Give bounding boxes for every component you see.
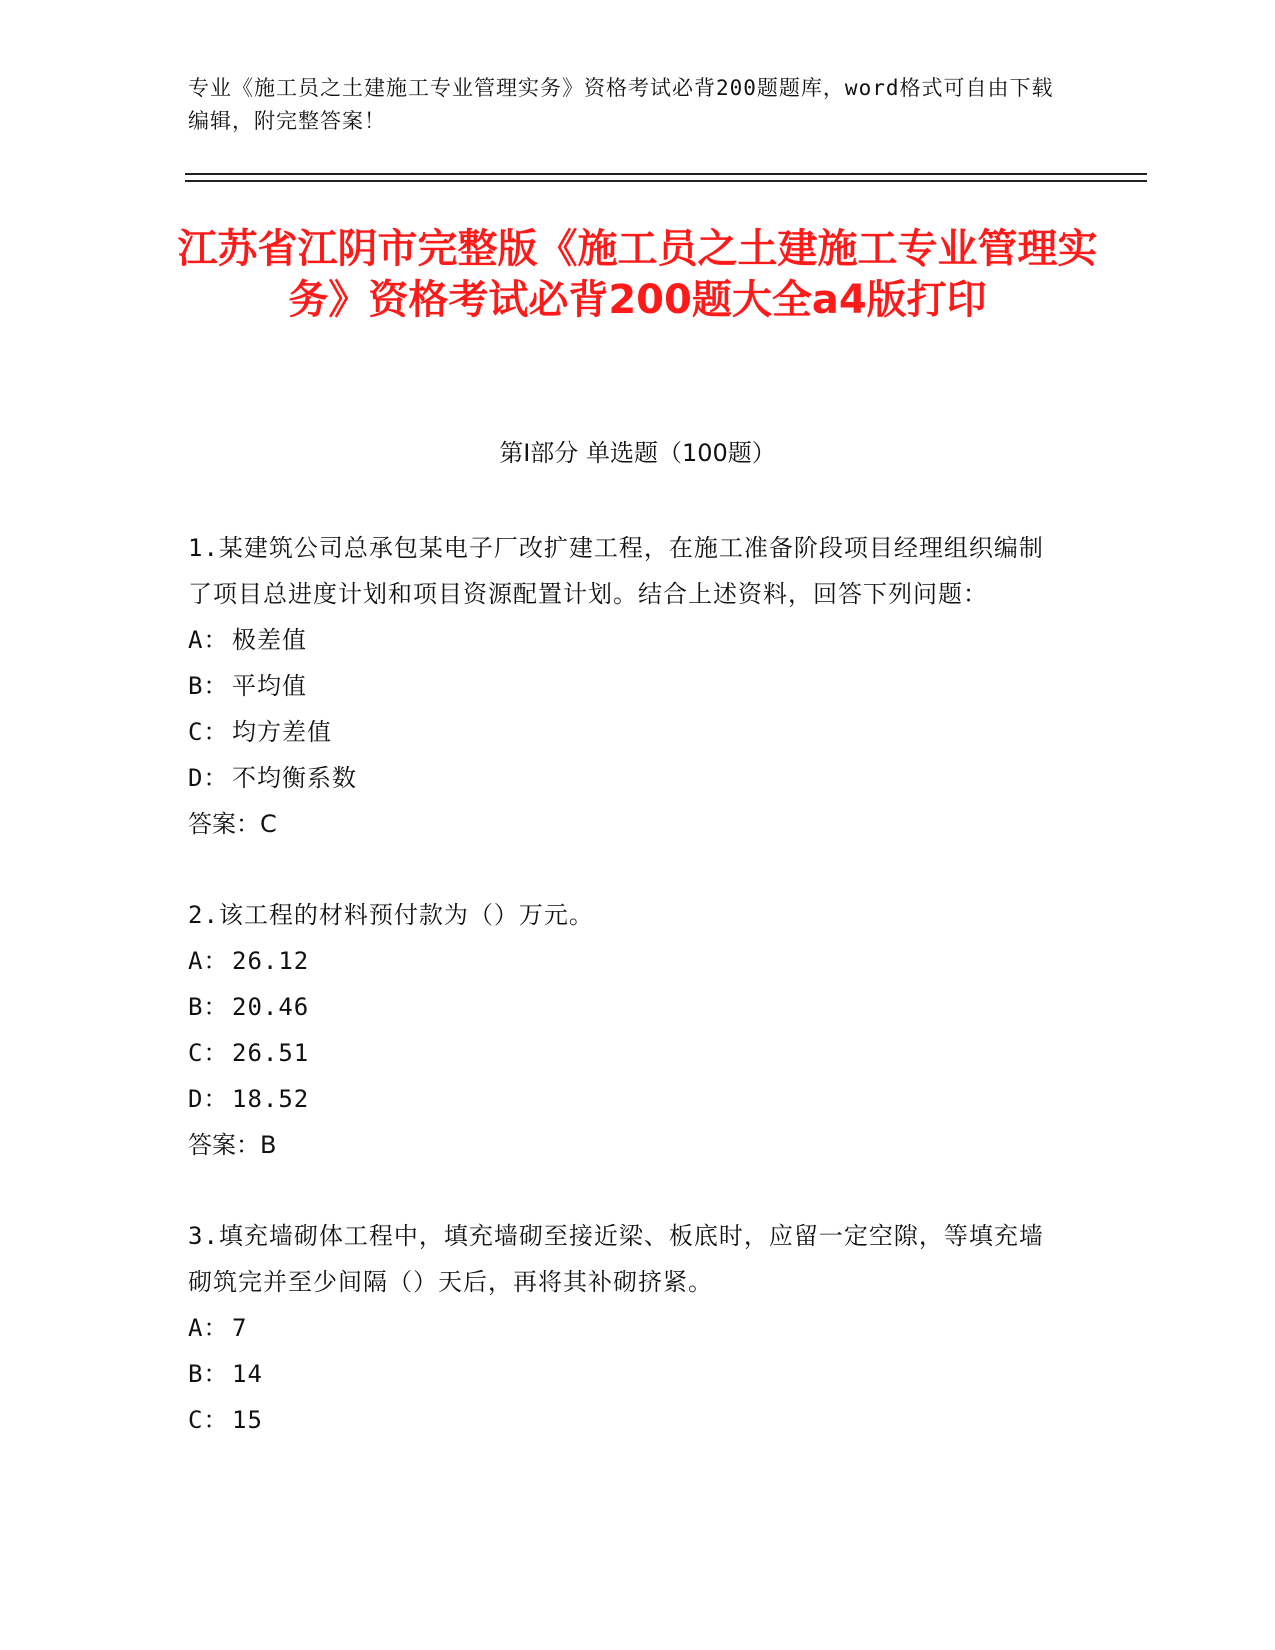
section-title: 第Ⅰ部分 单选题（100题） — [499, 439, 776, 467]
option-b — [188, 663, 1068, 709]
question-text: 1.某建筑公司总承包某电子厂改扩建工程，在施工准备阶段项目经理组织编制了项目总进度计划和项目资源配置计划。结合上述资料，回答下列问题： — [188, 534, 1044, 608]
option-c — [188, 1397, 1068, 1443]
header-divider-top — [185, 173, 1147, 175]
option-d — [188, 755, 1068, 801]
option-text: 平均值 — [232, 672, 307, 700]
header-note: 专业《施工员之土建施工专业管理实务》资格考试必背200题题库，word格式可自由下载编辑，附完整答案！ — [188, 76, 1054, 133]
option-key: B： — [188, 1360, 229, 1388]
question-list — [188, 525, 1068, 1488]
option-text: 26.51 — [232, 1039, 310, 1067]
option-c — [188, 709, 1068, 755]
answer-line — [188, 801, 1068, 847]
answer-value: C — [260, 810, 277, 838]
option-d — [188, 1076, 1068, 1122]
option-key: C： — [188, 1406, 229, 1434]
option-a — [188, 1305, 1068, 1351]
option-b — [188, 984, 1068, 1030]
option-text: 7 — [232, 1314, 248, 1342]
question-1 — [188, 525, 1068, 847]
option-key: B： — [188, 993, 229, 1021]
option-key: D： — [188, 1085, 229, 1113]
option-text: 不均衡系数 — [232, 764, 357, 792]
question-3 — [188, 1213, 1068, 1443]
option-key: B： — [188, 672, 229, 700]
answer-label: 答案： — [188, 810, 260, 838]
option-text: 20.46 — [232, 993, 310, 1021]
option-a — [188, 938, 1068, 984]
document-title: 江苏省江阴市完整版《施工员之土建施工专业管理实务》资格考试必背200题大全a4版打印 — [177, 226, 1098, 323]
option-text: 均方差值 — [232, 718, 332, 746]
option-key: A： — [188, 947, 229, 975]
header-divider-bottom — [185, 180, 1147, 182]
question-2 — [188, 892, 1068, 1168]
option-b — [188, 1351, 1068, 1397]
answer-label: 答案： — [188, 1131, 260, 1159]
option-text: 14 — [232, 1360, 263, 1388]
option-text: 26.12 — [232, 947, 310, 975]
question-text: 2.该工程的材料预付款为（）万元。 — [188, 901, 594, 929]
option-key: D： — [188, 764, 229, 792]
option-text: 15 — [232, 1406, 263, 1434]
option-key: A： — [188, 1314, 229, 1342]
answer-line — [188, 1122, 1068, 1168]
answer-value: B — [260, 1131, 277, 1159]
question-text: 3.填充墙砌体工程中，填充墙砌至接近梁、板底时，应留一定空隙，等填充墙砌筑完并至少间隔（）天后，再将其补砌挤紧。 — [188, 1222, 1044, 1296]
option-key: C： — [188, 718, 229, 746]
option-a — [188, 617, 1068, 663]
option-c — [188, 1030, 1068, 1076]
option-text: 18.52 — [232, 1085, 310, 1113]
option-text: 极差值 — [232, 626, 307, 654]
option-key: A： — [188, 626, 229, 654]
option-key: C： — [188, 1039, 229, 1067]
